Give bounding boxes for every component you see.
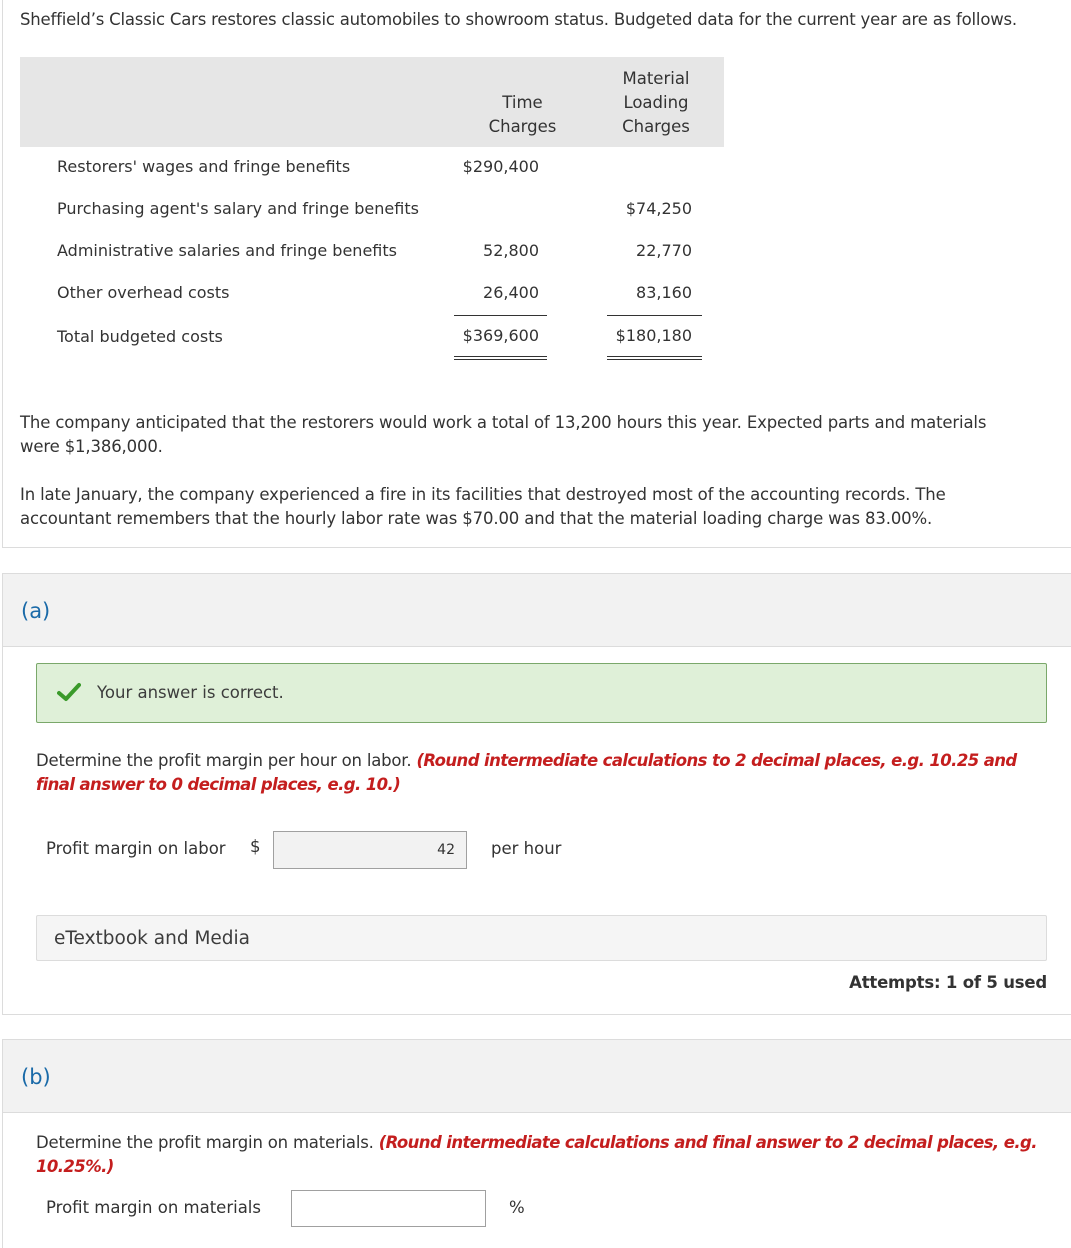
rounding-hint: (Round intermediate calculations to 2 decimal places, e.g. 10.25 and final answer to 0 decimal places, e.g. 10.) xyxy=(36,751,1017,794)
rounding-hint: (Round intermediate calculations and final answer to 2 decimal places, e.g. 10.25%.) xyxy=(36,1133,1037,1176)
col-header-material-loading: Material Loading Charges xyxy=(622,69,690,136)
etextbook-label: eTextbook and Media xyxy=(54,928,251,949)
row-label: Purchasing agent's salary and fringe benefits xyxy=(57,199,419,218)
unit-percent: % xyxy=(509,1198,525,1217)
paragraph-hours: The company anticipated that the restorers would work a total of 13,200 hours this year. Expected parts and materials were $1,386,000. xyxy=(20,413,987,456)
attempts-counter: Attempts: 1 of 5 used xyxy=(849,973,1047,992)
part-b-header xyxy=(3,1039,1071,1113)
paragraph-fire: In late January, the company experienced a fire in its facilities that destroyed most of the accounting records. The accountant remembers that the hourly labor rate was $70.00 and that the material loading charge was 83.00%. xyxy=(20,485,946,528)
total-label: Total budgeted costs xyxy=(57,327,223,346)
row-label: Other overhead costs xyxy=(57,283,230,302)
total-time: $369,600 xyxy=(462,326,539,345)
cell-material: $74,250 xyxy=(625,199,692,218)
checkmark-icon xyxy=(57,682,81,702)
col-header-time-charges: Time Charges xyxy=(488,93,557,136)
cell-time: 52,800 xyxy=(483,241,539,260)
cell-time: 26,400 xyxy=(483,283,539,302)
part-b-question: Determine the profit margin on materials. (Round intermediate calculations and final answer to 2 decimal places, e.g. 10.25%.) xyxy=(36,1133,1037,1176)
part-a-question: Determine the profit margin per hour on labor. (Round intermediate calculations to 2 decimal places, e.g. 10.25 and final answer to 0 decimal places, e.g. 10.) xyxy=(36,751,1017,794)
row-label: Restorers' wages and fringe benefits xyxy=(57,157,351,176)
correct-feedback xyxy=(36,663,1047,723)
profit-margin-labor-label: Profit margin on labor xyxy=(46,839,226,858)
feedback-text: Your answer is correct. xyxy=(97,683,284,702)
cell-time: $290,400 xyxy=(462,157,539,176)
cell-material: 83,160 xyxy=(636,283,692,302)
profit-margin-materials-input[interactable] xyxy=(291,1190,486,1227)
unit-per-hour: per hour xyxy=(491,839,562,858)
part-b-label: (b) xyxy=(21,1065,51,1089)
part-a-header xyxy=(3,573,1071,647)
problem-card xyxy=(2,0,1071,548)
total-material: $180,180 xyxy=(615,326,692,345)
problem-intro: Sheffield’s Classic Cars restores classic automobiles to showroom status. Budgeted data for the current year are as follows. xyxy=(20,10,1017,29)
cell-material: 22,770 xyxy=(636,241,692,260)
etextbook-media-button[interactable] xyxy=(36,915,1047,961)
profit-margin-materials-label: Profit margin on materials xyxy=(46,1198,261,1217)
currency-sign: $ xyxy=(250,837,261,856)
profit-margin-labor-input[interactable] xyxy=(273,831,467,869)
row-label: Administrative salaries and fringe benefits xyxy=(57,241,397,260)
part-a-label: (a) xyxy=(21,599,51,623)
